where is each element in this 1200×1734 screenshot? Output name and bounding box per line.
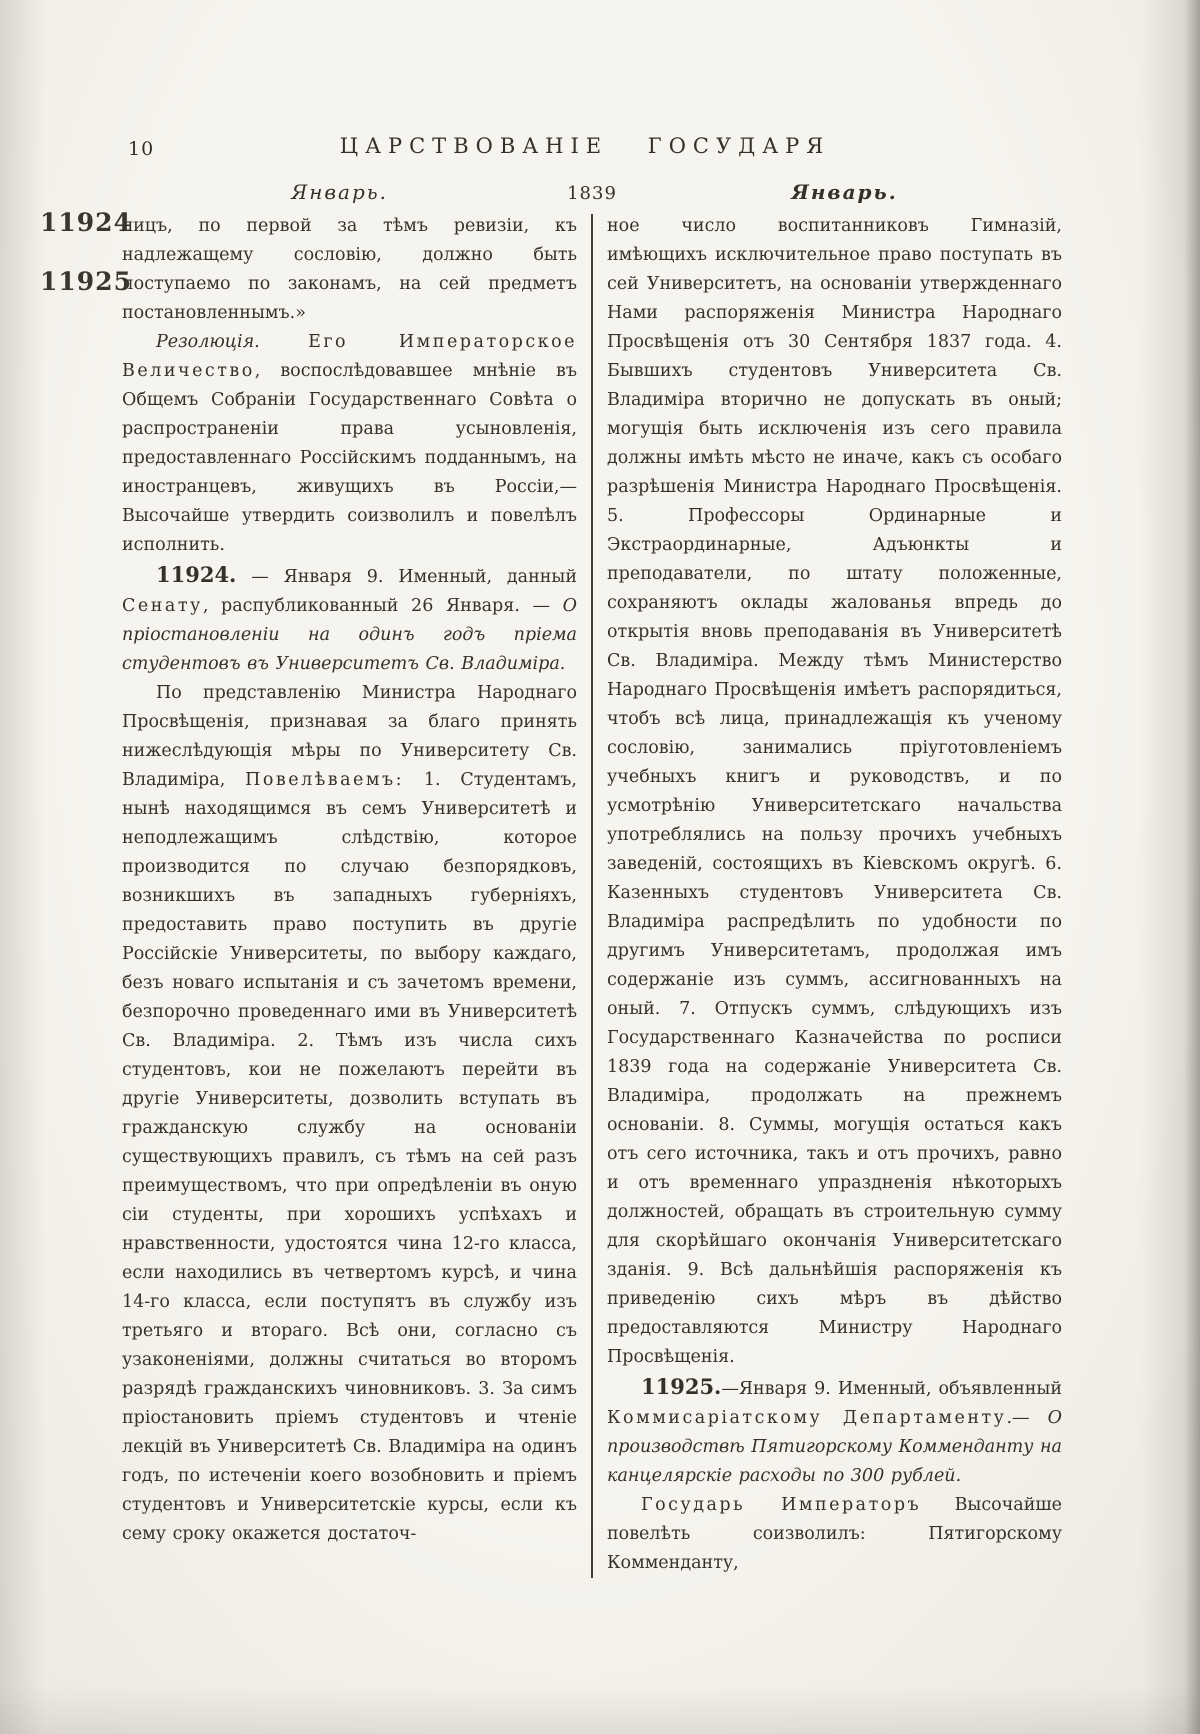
margin-article-number: 11925 xyxy=(40,267,132,296)
text-run: — Января 9. Именный, данный xyxy=(236,567,577,587)
text-run: Высочайше повелѣть соизволилъ: Пятигорскому Комменданту, xyxy=(607,1495,1062,1573)
text-run: 1. Студентамъ, нынѣ находящимся въ семъ Университетѣ и неподлежащимъ слѣдствію, которое производится по случаю безпорядковъ, возникшихъ въ западныхъ губерніяхъ, предоставить право поступить въ другіе Россійскіе Университеты, по выбору каждаго, безъ новаго испытанія и съ зачетомъ времени, безпорочно проведеннаго ими въ Университетѣ Св. Владиміра. 2. Тѣмъ изъ числа сихъ студентовъ, кои не пожелаютъ перейти въ другіе Университеты, дозволить вступать въ гражданскую службу на основаніи существующихъ правилъ, съ тѣмъ на сей разъ преимуществомъ, что при опредѣленіи въ оную сіи студенты, при хорошихъ успѣхахъ и нравственности, удостоятся чина 12-го класса, если находились въ четвертомъ курсѣ, и чина 14-го класса, если поступятъ въ службу изъ третьяго и втораго. Всѣ они, согласно съ узаконеніями, должны считаться во второмъ разрядѣ гражданскихъ чиновниковъ. 3. За симъ пріостановить пріемъ студентовъ и чтеніе лекцій въ Университетѣ Св. Владиміра на одинъ годъ, по истеченіи коего возобновить и пріемъ студентовъ и Университетскіе курсы, если къ сему сроку окажется достаточ- xyxy=(122,770,577,1544)
running-year: 1839 xyxy=(567,183,617,204)
text-run: .— xyxy=(1006,1408,1048,1428)
margin-article-numbers xyxy=(40,208,132,326)
paragraph xyxy=(122,212,577,328)
text-run: Государь Императоръ xyxy=(641,1495,922,1515)
paragraph xyxy=(607,1491,1062,1578)
paragraph xyxy=(122,328,577,560)
paragraph xyxy=(607,1372,1062,1491)
text-run xyxy=(260,332,308,352)
text-run: Коммисаріатскому Департаменту xyxy=(607,1408,1007,1428)
text-run: , воспослѣдовавшее мнѣніе въ Общемъ Собраніи Государственнаго Совѣта о распространеніи права усыновленія, предоставленнаго Россійскимъ подданнымъ, на иностранцевъ, живущихъ въ Россіи,—Высочайше утвердить соизволилъ и повелѣлъ исполнить. xyxy=(122,361,577,555)
text-run: лицъ, по первой за тѣмъ ревизіи, къ надлежащему сословію, должно быть поступаемо по законамъ, на сей предметъ постановленнымъ.» xyxy=(122,216,577,323)
margin-article-number: 11924 xyxy=(40,208,132,237)
text-run: Повелѣваемъ: xyxy=(245,770,405,790)
text-run: По представленію Министра Народнаго Просвѣщенія, признавая за благо принять нижеслѣдующія мѣры по Университету Св. Владиміра, xyxy=(122,683,577,790)
running-header: ЦАРСТВОВАНІЕ ГОСУДАРЯ xyxy=(339,134,831,158)
page-number: 10 xyxy=(128,138,155,160)
running-month-right: Январь. xyxy=(791,180,898,204)
column-divider xyxy=(591,214,593,1578)
text-run: Резолюція. xyxy=(156,332,260,352)
running-month-left: Январь. xyxy=(291,180,389,204)
text-run: ное число воспитанниковъ Гимназій, имѣющихъ исключительное право поступать въ сей Университетъ, на основаніи утвержденнаго Нами распоряженія Министра Народнаго Просвѣщенія отъ 30 Сентября 1837 года. 4. Бывшихъ студентовъ Университета Св. Владиміра вторично не допускать въ оный; могущія быть исключенія изъ сего правила должны имѣть мѣсто не иначе, какъ съ особаго разрѣшенія Министра Народнаго Просвѣщенія. 5. Профессоры Ординарные и Экстраординарные, Адъюнкты и преподаватели, по штату положенные, сохраняютъ оклады жалованья впредь до открытія вновь преподаванія въ Университетѣ Св. Владиміра. Между тѣмъ Министерство Народнаго Просвѣщенія имѣетъ распорядиться, чтобъ всѣ лица, принадлежащія къ ученому сословію, занимались пріуготовленіемъ учебныхъ книгъ и руководствъ, и по усмотрѣнію Университетскаго начальства употреблялись на пользу прочихъ учебныхъ заведеній, состоящихъ въ Кіевскомъ округѣ. 6. Казенныхъ студентовъ Университета Св. Владиміра распредѣлить по удобности по другимъ Университетамъ, продолжая имъ содержаніе изъ суммъ, ассигнованныхъ на оный. 7. Отпускъ суммъ, слѣдующихъ изъ Государственнаго Казначейства по росписи 1839 года на содержаніе Университета Св. Владиміра, продолжать на прежнемъ основаніи. 8. Суммы, могущія остаться какъ отъ сего источника, такъ и отъ прочихъ, равно и отъ временнаго упраздненія нѣкоторыхъ должностей, обращать въ строительную сумму для скорѣйшаго окончанія Университетскаго зданія. 9. Всѣ дальнѣйшія распоряженія къ приведенію сихъ мѣръ въ дѣйство предоставляются Министру Народнаго Просвѣщенія. xyxy=(607,216,1062,1367)
text-run: 11924. xyxy=(156,562,237,587)
text-run: О пріостановленіи на одинъ годъ пріема студентовъ въ Университетъ Св. Владиміра. xyxy=(122,596,577,674)
paragraph xyxy=(122,679,577,1549)
text-run: О производствѣ Пятигорскому Комменданту на канцелярскіе расходы по 300 рублей. xyxy=(607,1408,1062,1486)
paragraph xyxy=(122,560,577,679)
text-run: , распубликованный 26 Января. — xyxy=(202,596,563,616)
text-run: 11925. xyxy=(641,1374,722,1399)
text-run: —Января 9. Именный, объявленный xyxy=(721,1379,1062,1399)
paragraph xyxy=(607,212,1062,1372)
left-column xyxy=(122,212,577,1578)
right-column xyxy=(607,212,1062,1578)
text-run: Его Императорское Величество xyxy=(122,332,577,381)
date-row xyxy=(122,180,1062,204)
text-columns xyxy=(122,212,1062,1578)
text-run: Сенату xyxy=(122,596,203,616)
